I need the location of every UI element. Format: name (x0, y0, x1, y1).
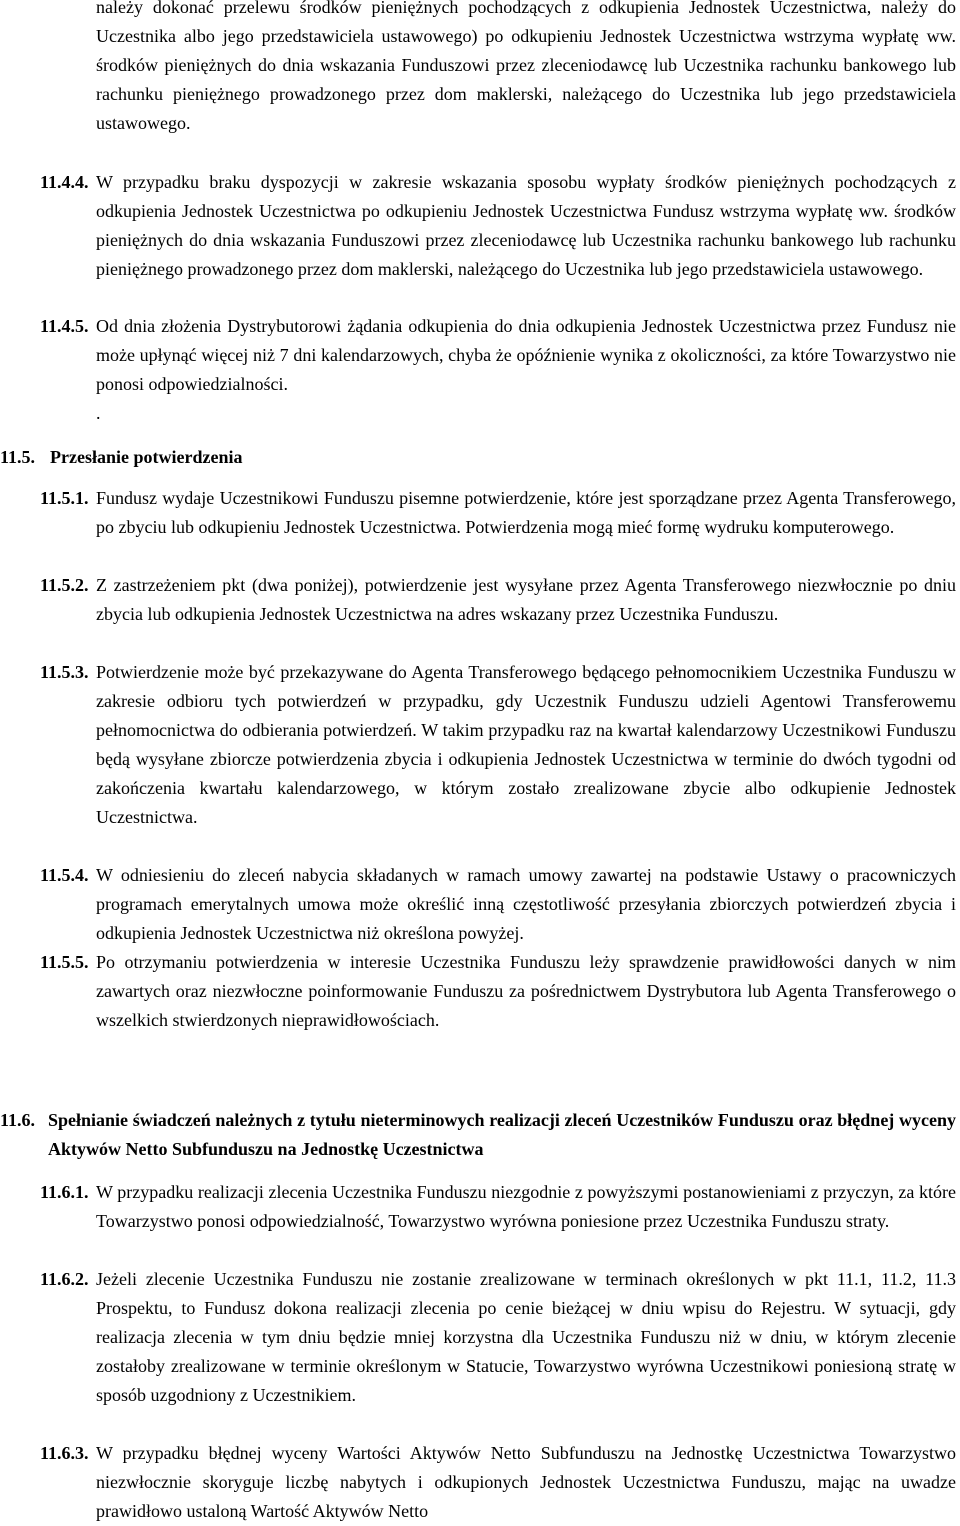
paragraph-text: W przypadku braku dyspozycji w zakresie wskazania sposobu wypłaty środków pieniężnych pochodzących z odkupienia Jednostek Uczestnictwa po odkupieniu Jednostek Uczestnictwa Fundusz wstrzyma wypłatę ww. środków pieniężnych do dnia wskazania Funduszowi przez zleceniodawcę lub Uczestnika rachunku bankowego lub rachunku pieniężnego prowadzonego przez dom maklerski, należącego do Uczestnika lub jego przedstawiciela ustawowego. (96, 172, 956, 279)
section-number: 11.5.3. (40, 662, 89, 682)
section-number: 11.5.2. (40, 575, 89, 595)
paragraph-text: Od dnia złożenia Dystrybutorowi żądania odkupienia do dnia odkupienia Jednostek Uczestnictwa przez Fundusz nie może upłynąć więcej niż 7 dni kalendarzowych, chyba że opóźnienie wynika z okoliczności, za które Towarzystwo nie ponosi odpowiedzialności. (96, 316, 956, 394)
section-number: 11.5.5. (40, 952, 89, 972)
paragraph-11-5-4 (40, 861, 956, 948)
paragraph-11-6-3 (40, 1439, 956, 1526)
section-number: 11.4.5. (40, 316, 89, 336)
section-number: 11.4.4. (40, 172, 89, 192)
paragraph-text: Fundusz wydaje Uczestnikowi Funduszu pisemne potwierdzenie, które jest sporządzane przez Agenta Transferowego, po zbyciu lub odkupieniu Jednostek Uczestnictwa. Potwierdzenia mogą mieć formę wydruku komputerowego. (96, 488, 956, 537)
paragraph-text: Potwierdzenie może być przekazywane do Agenta Transferowego będącego pełnomocnikiem Uczestnika Funduszu w zakresie odbioru tych potwierdzeń w przypadku, gdy Uczestnik Funduszu udzieli Agentowi Transferowemu pełnomocnictwa do odbierania potwierdzeń. W takim przypadku raz na kwartał kalendarzowy Uczestnikowi Funduszu będą wysyłane zbiorcze potwierdzenia zbycia i odkupienia Jednostek Uczestnictwa w terminie do dwóch tygodni od zakończenia kwartału kalendarzowego, w którym zostało zrealizowane zbycie albo odkupienie Jednostek Uczestnictwa. (96, 662, 956, 827)
paragraph-11-4-5 (40, 312, 956, 428)
paragraph-11-5-3 (40, 658, 956, 831)
section-heading-11-5 (0, 443, 960, 472)
section-heading-11-6 (0, 1106, 960, 1164)
paragraph-11-6-1 (40, 1178, 956, 1236)
paragraph-text: należy dokonać przelewu środków pieniężnych pochodzących z odkupienia Jednostek Uczestnictwa, należy do Uczestnika albo jego przedstawiciela ustawowego) po odkupieniu Jednostek Uczestnictwa wstrzyma wypłatę ww. środków pieniężnych do dnia wskazania Funduszowi przez zleceniodawcę lub Uczestnika rachunku bankowego lub rachunku pieniężnego prowadzonego przez dom maklerski, należącego do Uczestnika lub jego przedstawiciela ustawowego. (96, 0, 956, 133)
paragraph-text: W przypadku błędnej wyceny Wartości Aktywów Netto Subfunduszu na Jednostkę Uczestnictwa Towarzystwo niezwłocznie skoryguje liczbę nabytych i odkupionych Jednostek Uczestnictwa Funduszu, mając na uwadze prawidłowo ustaloną Wartość Aktywów Netto (96, 1443, 956, 1521)
section-number: 11.6.1. (40, 1182, 89, 1202)
section-number: 11.5.1. (40, 488, 89, 508)
paragraph-11-6-2 (40, 1265, 956, 1410)
paragraph-11-4-3-continuation (40, 0, 956, 138)
paragraph-text: Z zastrzeżeniem pkt (dwa poniżej), potwierdzenie jest wysyłane przez Agenta Transferowego niezwłocznie po dniu zbycia lub odkupienia Jednostek Uczestnictwa na adres wskazany przez Uczestnika Funduszu. (96, 575, 956, 624)
section-title: Przesłanie potwierdzenia (50, 447, 243, 467)
paragraph-11-4-4 (40, 168, 956, 284)
section-number: 11.6.3. (40, 1443, 89, 1463)
section-number: 11.5. (0, 447, 36, 467)
paragraph-11-5-5 (40, 948, 956, 1035)
section-number: 11.5.4. (40, 865, 89, 885)
paragraph-text: Po otrzymaniu potwierdzenia w interesie Uczestnika Funduszu leży sprawdzenie prawidłowości danych w nim zawartych oraz niezwłoczne poinformowanie Funduszu za pośrednictwem Dystrybutora lub Agenta Transferowego o wszelkich stwierdzonych nieprawidłowościach. (96, 952, 956, 1030)
paragraph-text: W przypadku realizacji zlecenia Uczestnika Funduszu niezgodnie z powyższymi postanowieniami z przyczyn, za które Towarzystwo ponosi odpowiedzialność, Towarzystwo wyrówna poniesione przez Uczestnika Funduszu straty. (96, 1182, 956, 1231)
paragraph-11-5-2 (40, 571, 956, 629)
section-title: Spełnianie świadczeń należnych z tytułu nieterminowych realizacji zleceń Uczestników Funduszu oraz błędnej wyceny Aktywów Netto Subfunduszu na Jednostkę Uczestnictwa (48, 1110, 956, 1159)
paragraph-text: W odniesieniu do zleceń nabycia składanych w ramach umowy zawartej na podstawie Ustawy o pracowniczych programach emerytalnych umowa może określić inną częstotliwość przesyłania zbiorczych potwierdzeń zbycia i odkupienia Jednostek Uczestnictwa niż określona powyżej. (96, 865, 956, 943)
section-number: 11.6. (0, 1110, 36, 1130)
paragraph-text: Jeżeli zlecenie Uczestnika Funduszu nie zostanie zrealizowane w terminach określonych w pkt 11.1, 11.2, 11.3 Prospektu, to Fundusz dokona realizacji zlecenia po cenie bieżącej w dniu wpisu do Rejestru. W sytuacji, gdy realizacja zlecenia w tym dniu będzie mniej korzystna dla Uczestnika Funduszu niż w dniu, w którym zlecenie zostałoby zrealizowane w terminie określonym w Statucie, Towarzystwo wyrówna Uczestnikowi poniesioną stratę w sposób uzgodniony z Uczestnikiem. (96, 1269, 956, 1405)
trailing-dot: . (96, 402, 101, 423)
paragraph-11-5-1 (40, 484, 956, 542)
section-number: 11.6.2. (40, 1269, 89, 1289)
